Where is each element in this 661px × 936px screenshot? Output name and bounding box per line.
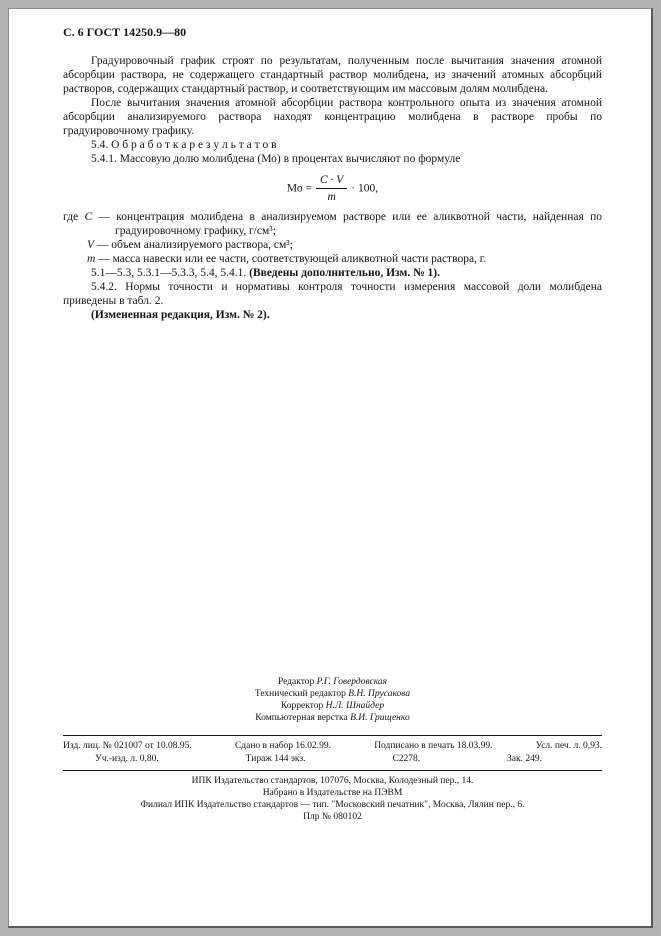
legend-desc-c: — концентрация молибдена в анализируемом растворе или ее аликвотной части, найденная по градуировочному графику, г/см³; [98, 210, 603, 237]
divider-bottom [63, 770, 602, 771]
legend-symbol-m: m [87, 252, 96, 265]
imprint-pub-sheets: Уч.-изд. л. 0,80. [95, 754, 159, 765]
document-content [9, 9, 651, 322]
document-page [8, 8, 653, 928]
formula-legend-item-m [63, 252, 602, 266]
legend-desc-v: — объем анализируемого раствора, см³; [96, 238, 293, 251]
formula-lhs: Мо = [286, 182, 312, 195]
formula-denominator: m [327, 190, 336, 203]
credit-role: Корректор [280, 700, 324, 711]
imprint-row-2 [63, 754, 602, 766]
imprint-print-date: Подписано в печать 18.03.99. [374, 740, 493, 751]
legend-term: где [63, 210, 79, 223]
imprint-license: Изд. лиц. № 021007 от 10.08.95. [63, 740, 192, 751]
divider-top [63, 735, 602, 736]
section-heading-54: 5.4. О б р а б о т к а р е з у л ь т а т о в [91, 138, 277, 151]
credit-name: Н.Л. Шнайдер [325, 700, 385, 711]
formula-rhs: · 100, [351, 182, 379, 195]
publisher-plr: Плр № 080102 [303, 811, 362, 822]
credit-name: Р.Г. Говердовская [316, 677, 388, 687]
imprint-circulation: Тираж 144 экз. [245, 754, 306, 765]
formula [63, 173, 602, 204]
formula-numerator: C · V [316, 173, 347, 189]
credit-layout [63, 713, 602, 725]
publisher-branch: Филиал ИПК Издательство стандартов — тип. "Московский печатник", Москва, Лялин пер., 6. [140, 800, 525, 810]
credit-corrector [63, 701, 602, 713]
credit-role: Компьютерная верстка [255, 712, 348, 723]
credit-role: Технический редактор [254, 688, 346, 699]
imprint-order: Зак. 249. [507, 754, 542, 765]
credit-role: Редактор [277, 677, 315, 687]
amendment-prefix: 5.1—5.3, 5.3.1—5.3.3, 5.4, 5.4.1. [91, 266, 250, 279]
colophon [63, 677, 602, 824]
formula-legend-item-v [63, 238, 602, 252]
imprint-row-1 [63, 741, 602, 753]
imprint-code: С2278. [392, 754, 421, 765]
credit-editor [63, 677, 602, 689]
paragraph-changed-edition: (Измененная редакция, Изм. № 2). [91, 308, 270, 321]
credit-technical-editor [63, 689, 602, 701]
imprint-sheets: Усл. печ. л. 0,93. [535, 740, 602, 751]
legend-symbol-v: V [87, 238, 95, 251]
paragraph-541: 5.4.1. Массовую долю молибдена (Мо) в процентах вычисляют по формуле [91, 152, 461, 165]
legend-symbol-c: С [84, 210, 93, 223]
paragraph-amendment-541 [63, 266, 602, 280]
publisher-address: ИПК Издательство стандартов, 107076, Москва, Колодезный пер., 14. [191, 776, 474, 787]
paragraph-542: 5.4.2. Нормы точности и нормативы контроля точности измерения массовой доли молибдена приведены в табл. 2. [63, 280, 602, 307]
page-header: С. 6 ГОСТ 14250.9—80 [63, 25, 187, 39]
formula-legend-item-c [63, 210, 602, 238]
formula-fraction [316, 173, 347, 204]
imprint-typeset-date: Сдано в набор 16.02.99. [234, 740, 332, 751]
credit-name: В.И. Грищенко [350, 712, 410, 723]
credit-name: В.Н. Прусакова [348, 688, 411, 699]
publisher-block [63, 776, 602, 824]
paragraph-subtraction: После вычитания значения атомной абсорбции раствора контрольного опыта из значения атомной абсорбции анализируемого раствора находят концентрацию молибдена в растворе пробы по градуировочному графику. [63, 96, 602, 137]
paragraph-calibration-graph: Градуировочный график строят по результатам, полученным после вычитания значения атомной абсорбции раствора, не содержащего стандартный раствор молибдена, из значений атомных абсорбций растворов, содержащих стандартный раствор, и соответствующим им массовым долям молибдена. [63, 54, 602, 95]
amendment-note: (Введены дополнительно, Изм. № 1). [249, 266, 440, 279]
credits-block [63, 677, 602, 725]
legend-desc-m: — масса навески или ее части, соответствующей аликвотной части раствора, г. [98, 252, 487, 265]
publisher-typeset-note: Набрано в Издательстве на ПЭВМ [262, 788, 403, 799]
